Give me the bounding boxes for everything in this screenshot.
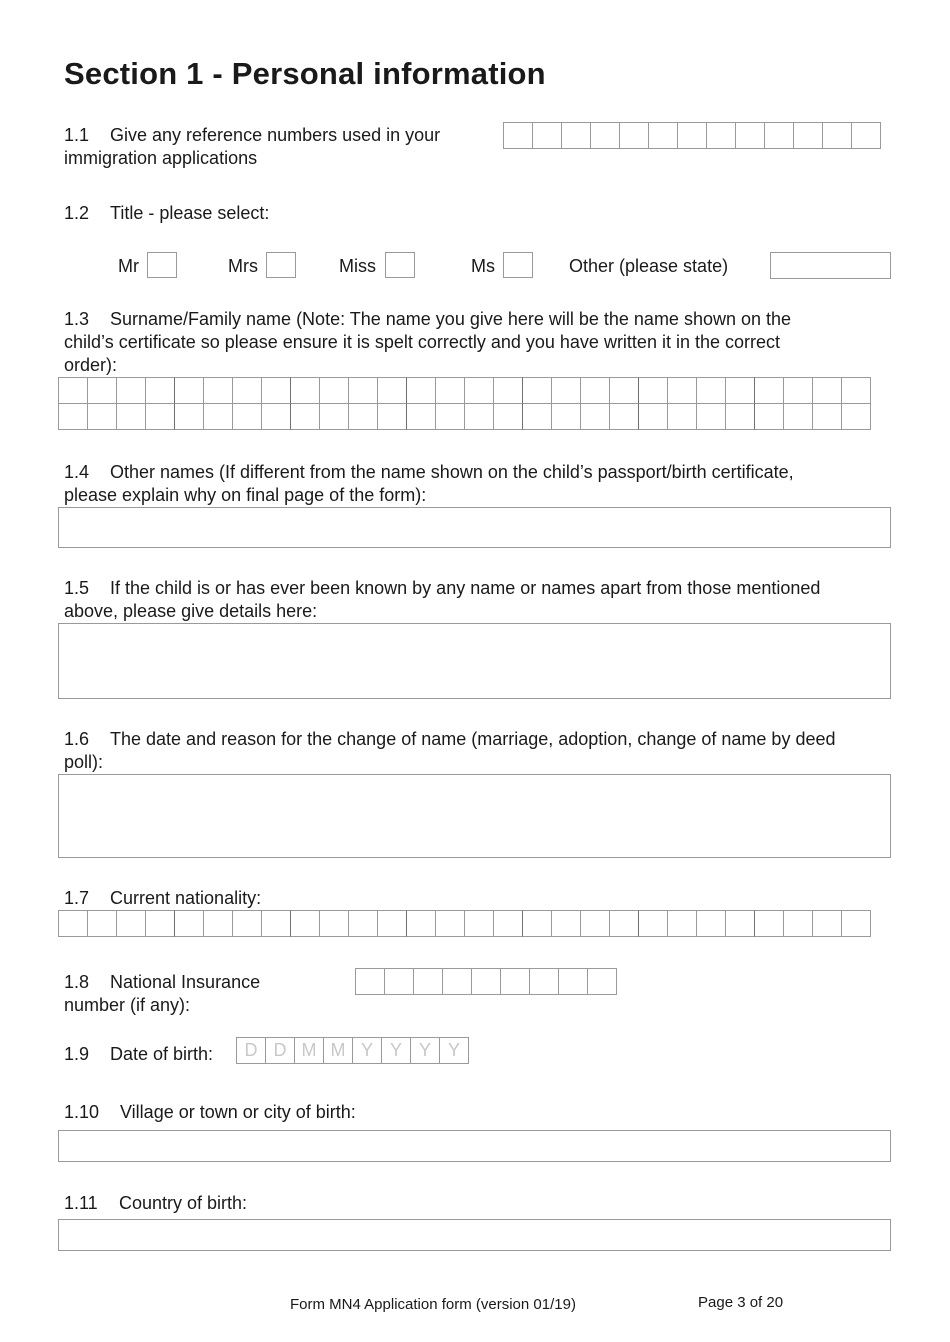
character-cell[interactable] [580, 377, 610, 404]
character-cell[interactable] [203, 910, 233, 937]
other-names-input[interactable] [58, 507, 891, 548]
character-cell[interactable]: Y [352, 1037, 382, 1064]
character-cell[interactable] [261, 404, 291, 430]
character-cell[interactable] [696, 910, 726, 937]
title-option-miss-label: Miss [339, 256, 376, 276]
date-of-birth-input[interactable] [236, 1037, 469, 1064]
character-cell[interactable] [435, 377, 465, 404]
character-cell[interactable] [851, 122, 881, 149]
character-cell[interactable] [87, 910, 117, 937]
character-cell[interactable] [696, 377, 726, 404]
form-version: Form MN4 Application form (version 01/19) [290, 1296, 576, 1313]
question-number: 1.3 [64, 309, 90, 329]
character-cell[interactable] [464, 404, 494, 430]
question-text-continued: please explain why on final page of the form): [64, 485, 427, 505]
question-1-4 [64, 461, 794, 507]
character-cell[interactable] [793, 122, 823, 149]
question-number: 1.9 [64, 1044, 90, 1064]
character-cell[interactable] [822, 122, 852, 149]
character-cell[interactable] [587, 968, 617, 995]
character-cell[interactable] [145, 404, 175, 430]
character-cell[interactable] [783, 910, 813, 937]
title-mr-checkbox[interactable] [147, 252, 177, 278]
character-cell[interactable] [464, 910, 494, 937]
question-1-1 [64, 124, 440, 170]
character-cell[interactable] [812, 404, 842, 430]
character-cell[interactable] [442, 968, 472, 995]
title-other-label: Other (please state) [569, 256, 729, 276]
character-cell[interactable] [638, 377, 668, 404]
country-of-birth-input[interactable] [58, 1219, 891, 1251]
character-cell[interactable] [812, 377, 842, 404]
character-cell[interactable] [493, 404, 523, 430]
character-cell[interactable] [413, 968, 443, 995]
character-cell[interactable] [174, 910, 204, 937]
character-cell[interactable] [290, 910, 320, 937]
section-title: Section 1 - Personal information [64, 56, 546, 91]
national-insurance-input[interactable] [355, 968, 617, 995]
character-cell[interactable] [667, 377, 697, 404]
question-number: 1.7 [64, 888, 90, 908]
character-cell[interactable] [471, 968, 501, 995]
character-cell[interactable] [232, 404, 262, 430]
character-cell[interactable] [580, 910, 610, 937]
name-change-input[interactable] [58, 774, 891, 858]
question-1-8 [64, 971, 260, 1017]
question-text: Current nationality: [110, 888, 262, 908]
question-1-9 [64, 1043, 213, 1066]
character-cell[interactable] [764, 122, 794, 149]
character-cell[interactable] [754, 377, 784, 404]
character-cell[interactable] [619, 122, 649, 149]
character-cell[interactable] [841, 377, 871, 404]
question-number: 1.11 [64, 1193, 98, 1213]
question-text-continued: poll): [64, 752, 104, 772]
question-1-6 [64, 728, 835, 774]
character-cell[interactable]: M [294, 1037, 324, 1064]
title-mrs-checkbox[interactable] [266, 252, 296, 278]
question-number: 1.1 [64, 125, 90, 145]
title-other-input[interactable] [770, 252, 891, 279]
character-cell[interactable] [203, 377, 233, 404]
character-cell[interactable] [435, 404, 465, 430]
character-cell[interactable] [87, 377, 117, 404]
character-cell[interactable] [551, 404, 581, 430]
character-cell[interactable] [493, 910, 523, 937]
character-cell[interactable] [706, 122, 736, 149]
character-cell[interactable]: Y [381, 1037, 411, 1064]
character-cell[interactable] [355, 968, 385, 995]
character-cell[interactable] [735, 122, 765, 149]
question-number: 1.5 [64, 578, 90, 598]
place-of-birth-input[interactable] [58, 1130, 891, 1162]
character-cell[interactable] [609, 404, 639, 430]
question-number: 1.10 [64, 1102, 100, 1122]
question-1-10 [64, 1101, 356, 1124]
character-cell[interactable] [725, 910, 755, 937]
character-cell[interactable] [677, 122, 707, 149]
question-number: 1.8 [64, 972, 90, 992]
page-number: Page 3 of 20 [698, 1294, 784, 1311]
character-cell[interactable]: Y [439, 1037, 469, 1064]
character-cell[interactable] [319, 404, 349, 430]
character-cell[interactable] [232, 377, 262, 404]
character-cell[interactable] [638, 404, 668, 430]
character-cell[interactable] [590, 122, 620, 149]
character-cell[interactable] [580, 404, 610, 430]
character-cell[interactable] [522, 377, 552, 404]
question-number: 1.2 [64, 203, 90, 223]
character-cell[interactable] [348, 377, 378, 404]
character-cell[interactable] [348, 910, 378, 937]
question-1-11 [64, 1192, 247, 1215]
character-cell[interactable] [841, 910, 871, 937]
question-text: Title - please select: [110, 203, 270, 223]
character-cell[interactable] [558, 968, 588, 995]
title-option-mrs-label: Mrs [228, 256, 258, 276]
question-text-continued: number (if any): [64, 995, 191, 1015]
character-cell[interactable] [406, 404, 436, 430]
question-text: Village or town or city of birth: [120, 1102, 356, 1122]
character-cell[interactable] [377, 377, 407, 404]
surname-row[interactable] [58, 377, 871, 404]
character-cell[interactable] [503, 122, 533, 149]
character-cell[interactable] [145, 377, 175, 404]
character-cell[interactable] [174, 404, 204, 430]
character-cell[interactable] [261, 910, 291, 937]
known-names-input[interactable] [58, 623, 891, 699]
title-ms-checkbox[interactable] [503, 252, 533, 278]
character-cell[interactable] [319, 377, 349, 404]
character-cell[interactable] [348, 404, 378, 430]
character-cell[interactable] [725, 377, 755, 404]
question-text-continued: order): [64, 355, 118, 375]
character-cell[interactable] [493, 377, 523, 404]
character-cell[interactable] [667, 404, 697, 430]
character-cell[interactable] [754, 910, 784, 937]
title-option-ms-label: Ms [471, 256, 495, 276]
question-number: 1.6 [64, 729, 90, 749]
character-cell[interactable] [406, 910, 436, 937]
title-option-mr-label: Mr [118, 256, 139, 276]
character-cell[interactable] [319, 910, 349, 937]
character-cell[interactable]: M [323, 1037, 353, 1064]
character-cell[interactable] [145, 910, 175, 937]
character-cell[interactable] [638, 910, 668, 937]
question-text: National Insurance [110, 972, 261, 992]
surname-row[interactable] [58, 404, 871, 430]
character-cell[interactable] [754, 404, 784, 430]
character-cell[interactable] [648, 122, 678, 149]
character-cell[interactable] [609, 910, 639, 937]
character-cell[interactable] [532, 122, 562, 149]
question-text: Other names (If different from the name shown on the child’s passport/birth certificate, [110, 462, 794, 482]
nationality-input[interactable] [58, 910, 871, 937]
character-cell[interactable] [696, 404, 726, 430]
character-cell[interactable] [290, 377, 320, 404]
character-cell[interactable] [500, 968, 530, 995]
character-cell[interactable] [551, 910, 581, 937]
character-cell[interactable] [561, 122, 591, 149]
character-cell[interactable] [58, 377, 88, 404]
character-cell[interactable] [529, 968, 559, 995]
question-text-continued: above, please give details here: [64, 601, 318, 621]
character-cell[interactable] [435, 910, 465, 937]
question-text: The date and reason for the change of name (marriage, adoption, change of name by deed [110, 729, 836, 749]
character-cell[interactable] [261, 377, 291, 404]
character-cell[interactable] [290, 404, 320, 430]
character-cell[interactable] [116, 377, 146, 404]
question-number: 1.4 [64, 462, 90, 482]
question-1-7 [64, 887, 261, 910]
character-cell[interactable] [522, 404, 552, 430]
character-cell[interactable]: D [265, 1037, 295, 1064]
character-cell[interactable] [58, 910, 88, 937]
question-1-5 [64, 577, 820, 623]
character-cell[interactable] [384, 968, 414, 995]
character-cell[interactable] [667, 910, 697, 937]
character-cell[interactable] [783, 404, 813, 430]
question-text-continued: child’s certificate so please ensure it is spelt correctly and you have written it in the correct [64, 332, 781, 352]
character-cell[interactable] [174, 377, 204, 404]
character-cell[interactable] [522, 910, 552, 937]
character-cell[interactable] [406, 377, 436, 404]
character-cell[interactable] [812, 910, 842, 937]
question-text: Surname/Family name (Note: The name you give here will be the name shown on the [110, 309, 792, 329]
character-cell[interactable] [58, 404, 88, 430]
question-text: If the child is or has ever been known by any name or names apart from those mentioned [110, 578, 821, 598]
question-1-3 [64, 308, 791, 377]
character-cell[interactable] [377, 910, 407, 937]
question-text: Give any reference numbers used in your [110, 125, 441, 145]
character-cell[interactable] [232, 910, 262, 937]
character-cell[interactable] [551, 377, 581, 404]
character-cell[interactable]: Y [410, 1037, 440, 1064]
character-cell[interactable] [377, 404, 407, 430]
character-cell[interactable] [783, 377, 813, 404]
reference-number-input[interactable] [503, 122, 881, 149]
character-cell[interactable] [841, 404, 871, 430]
question-text-continued: immigration applications [64, 148, 258, 168]
character-cell[interactable] [116, 910, 146, 937]
character-cell[interactable] [87, 404, 117, 430]
character-cell[interactable] [609, 377, 639, 404]
character-cell[interactable] [725, 404, 755, 430]
title-miss-checkbox[interactable] [385, 252, 415, 278]
character-cell[interactable] [116, 404, 146, 430]
character-cell[interactable] [464, 377, 494, 404]
surname-input[interactable] [58, 377, 871, 430]
question-1-2 [64, 202, 269, 225]
question-text: Country of birth: [119, 1193, 248, 1213]
question-text: Date of birth: [110, 1044, 214, 1064]
character-cell[interactable]: D [236, 1037, 266, 1064]
character-cell[interactable] [203, 404, 233, 430]
